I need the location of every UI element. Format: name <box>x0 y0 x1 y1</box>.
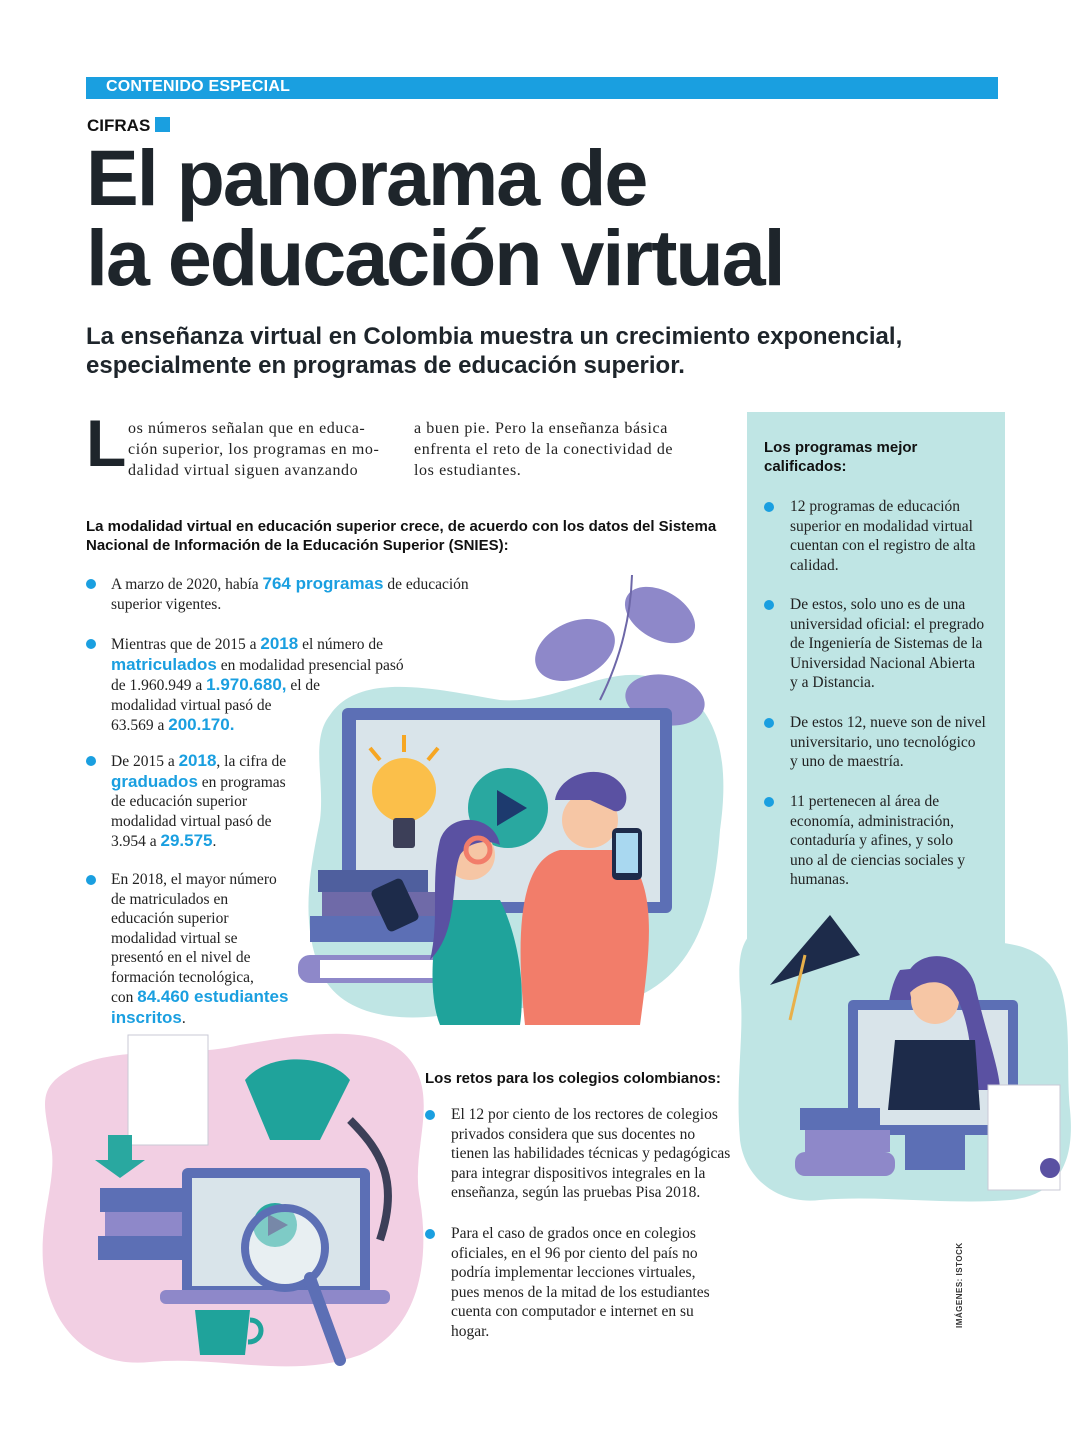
highlight: 200.170. <box>168 715 235 734</box>
text: y a Distancia. <box>790 674 875 691</box>
text: privados considera que sus docentes no <box>451 1125 696 1143</box>
deck-line-1: La enseñanza virtual en Colombia muestra un crecimiento exponencial, <box>86 323 903 350</box>
intro-line: a buen pie. Pero la enseñanza básica <box>414 420 668 437</box>
bullet-icon <box>86 639 96 649</box>
text: El 12 por ciento de los rectores de colegios <box>451 1106 718 1123</box>
text: En 2018, el mayor número <box>111 871 277 888</box>
text: calidad. <box>790 556 839 574</box>
retos-item-2 <box>451 1224 741 1341</box>
text: Mientras que de 2015 a <box>111 636 261 653</box>
text: podría implementar lecciones virtuales, <box>451 1264 696 1281</box>
highlight: 764 programas <box>262 574 384 593</box>
text: modalidad virtual pasó de <box>111 696 272 714</box>
text: De 2015 a <box>111 753 179 770</box>
intro-line: ción superior, los programas en mo- <box>128 441 380 458</box>
text: de 1.960.949 a <box>111 677 207 694</box>
text: 63.569 a <box>111 717 169 734</box>
sidebar-item-3 <box>790 713 990 772</box>
intro-line: os números señalan que en educa- <box>128 420 366 437</box>
dropcap: L <box>86 406 127 480</box>
text: contaduría y afines, y solo <box>790 832 954 849</box>
text: De estos, solo uno es de una <box>790 596 966 613</box>
bullet-icon <box>86 875 96 885</box>
text: de Ingeniería de Sistemas de la <box>790 635 983 652</box>
retos-item-1 <box>451 1105 741 1203</box>
sidebar-item-2 <box>790 595 990 693</box>
bullet-icon <box>86 756 96 766</box>
text: humanas. <box>790 871 849 888</box>
right-illustration <box>739 909 1071 1201</box>
text: en modalidad presencial pasó <box>216 656 404 674</box>
highlight: 29.575 <box>160 831 213 850</box>
text: el número de <box>298 636 383 653</box>
text: de educación <box>383 576 469 593</box>
text: , la cifra de <box>216 753 287 770</box>
sidebar-item-4 <box>790 792 990 890</box>
bottom-left-illustration <box>43 1034 424 1367</box>
sidebar-item-1 <box>790 497 990 575</box>
text: enseñanza, según las pruebas Pisa 2018. <box>451 1184 701 1201</box>
text: de educación superior <box>111 793 247 810</box>
snies-heading-line: La modalidad virtual en educación superior crece, de acuerdo con los datos del Sistema <box>86 518 717 535</box>
headline-line-2: la educación virtual <box>86 213 784 302</box>
section-band-label: CONTENIDO ESPECIAL <box>106 78 291 95</box>
highlight: 84.460 estudiantes <box>137 987 289 1006</box>
bullet-icon <box>425 1110 435 1120</box>
highlight: 2018 <box>260 634 299 653</box>
text: de matriculados en <box>111 890 229 908</box>
text: y uno de maestría. <box>790 753 904 770</box>
text: universitario, uno tecnológico <box>790 733 976 751</box>
text: superior en modalidad virtual <box>790 517 973 535</box>
text: el de <box>286 677 321 694</box>
bullet-icon <box>764 600 774 610</box>
sidebar-heading-line: Los programas mejor <box>764 439 918 456</box>
text: educación superior <box>111 910 229 927</box>
text: Para el caso de grados once en colegios <box>451 1225 696 1242</box>
snies-item-1 <box>111 574 511 614</box>
text: De estos 12, nueve son de nivel <box>790 714 986 731</box>
snies-heading <box>86 517 736 555</box>
bullet-icon <box>86 579 96 589</box>
highlight: 1.970.680, <box>206 675 287 694</box>
retos-heading: Los retos para los colegios colombianos: <box>425 1070 721 1087</box>
highlight: graduados <box>111 771 198 791</box>
text: 11 pertenecen al área de <box>790 793 940 810</box>
text: superior vigentes. <box>111 595 222 613</box>
bullet-icon <box>764 797 774 807</box>
bullet-icon <box>764 502 774 512</box>
intro-line: enfrenta el reto de la conectividad de <box>414 441 674 458</box>
sidebar-heading <box>764 438 984 476</box>
image-credit: IMÁGENES: ISTOCK <box>955 1242 964 1328</box>
headline-line-1: El panorama de <box>86 133 647 222</box>
snies-item-4 <box>111 870 311 1028</box>
highlight: matriculados <box>111 654 217 674</box>
snies-item-3 <box>111 751 311 852</box>
sidebar-heading-line: calificados: <box>764 458 847 475</box>
snies-heading-line: Nacional de Información de la Educación Superior (SNIES): <box>86 537 509 554</box>
text: 12 programas de educación <box>790 498 961 515</box>
text: uno al de ciencias sociales y <box>790 851 966 869</box>
highlight: inscritos <box>111 1007 182 1027</box>
text: para integrar dispositivos integrales en la <box>451 1164 706 1182</box>
snies-item-2 <box>111 634 431 736</box>
text: cuentan con el registro de alta <box>790 537 976 554</box>
text: oficiales, en el 96 por ciento del país no <box>451 1244 698 1262</box>
intro-line: los estudiantes. <box>414 462 522 479</box>
text: . <box>181 1009 186 1027</box>
text: 3.954 a <box>111 833 161 850</box>
bullet-icon <box>425 1229 435 1239</box>
text: modalidad virtual pasó de <box>111 812 272 830</box>
text: hogar. <box>451 1322 490 1340</box>
text: universidad oficial: el pregrado <box>790 615 985 633</box>
intro-line: dalidad virtual siguen avanzando <box>128 462 359 479</box>
highlight: 2018 <box>178 751 217 770</box>
text: en programas <box>197 773 286 791</box>
text: pues menos de la mitad de los estudiantes <box>451 1283 710 1301</box>
kicker: CIFRAS <box>87 116 151 135</box>
text: . <box>212 833 217 850</box>
text: presentó en el nivel de <box>111 949 251 966</box>
bullet-icon <box>764 718 774 728</box>
text: Universidad Nacional Abierta <box>790 654 976 672</box>
text: formación tecnológica, <box>111 968 254 986</box>
text: economía, administración, <box>790 812 954 830</box>
text: con <box>111 989 138 1006</box>
text: modalidad virtual se <box>111 929 238 947</box>
text: tienen las habilidades técnicas y pedagógicas <box>451 1145 731 1162</box>
text: cuenta con computador e internet en su <box>451 1303 694 1320</box>
deck-line-2: especialmente en programas de educación superior. <box>86 352 685 379</box>
text: A marzo de 2020, había <box>111 576 263 593</box>
